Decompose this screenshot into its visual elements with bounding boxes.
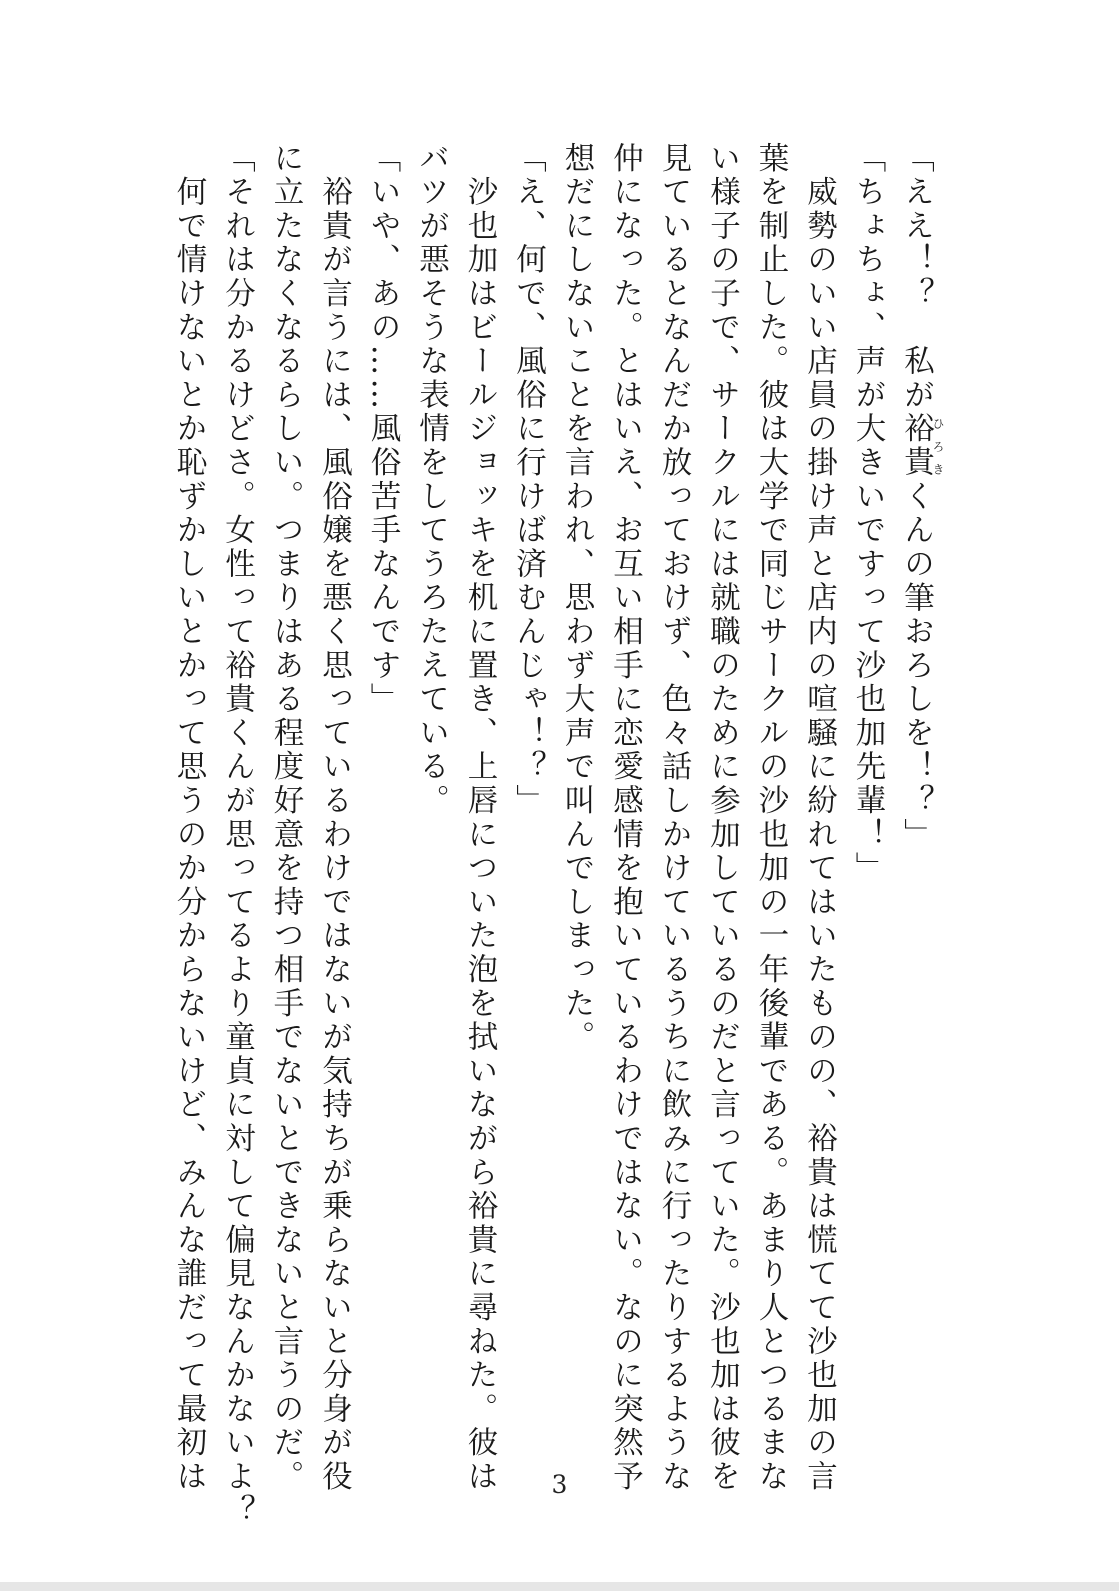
text-line: い様子の子で、サークルには就職のために参加しているのだと言っていた。沙也加は彼を (704, 142, 740, 1494)
text-line: 沙也加はビールジョッキを机に置き、上唇についた泡を拭いながら裕貴に尋ねた。彼は (462, 142, 497, 1494)
text-line: 想だにしないことを言われ、思わず大声で叫んでしまった。 (559, 142, 594, 1055)
page-number: 3 (551, 1470, 568, 1499)
text-line-segment: 「ええ！？ 私が (898, 142, 934, 413)
text-line: 見ているとなんだか放っておけず、色々話しかけているうちに飲みに行ったりするような (656, 142, 691, 1494)
text-line: に立たなくなるらしい。つまりはある程度好意を持つ相手でないとできないと言うのだ。 (268, 142, 303, 1494)
furigana-ruby (898, 412, 945, 481)
text-line: 「ちょちょ、声が大きいですって沙也加先輩！」 (850, 142, 885, 886)
ruby-reading: ひろき (931, 412, 945, 481)
text-line: 何で情けないとか恥ずかしいとかって思うのか分からないけど、みんな誰だって最初は (171, 142, 206, 1494)
ruby-base: 裕貴 (898, 412, 934, 481)
text-line-segment: くんの筆おろしを！？」 (898, 480, 934, 852)
text-line (891, 142, 944, 1462)
text-line: 「それは分かるけどさ。女性って裕貴くんが思ってるより童貞に対して偏見なんかないよ？ (219, 142, 255, 1528)
text-line: 「いや、あの……風俗苦手なんです」 (365, 142, 400, 717)
text-line: 「え、何で、風俗に行けば済むんじゃ！？」 (510, 142, 546, 818)
bottom-divider (0, 1582, 1119, 1591)
text-line: 威勢のいい店員の掛け声と店内の喧騒に紛れてはいたものの、裕貴は慌てて沙也加の言 (801, 142, 837, 1494)
text-line: 仲になった。とはいえ、お互い相手に恋愛感情を抱いているわけではない。なのに突然予 (607, 142, 643, 1494)
text-line: バツが悪そうな表情をしてうろたえている。 (413, 142, 449, 818)
text-line: 裕貴が言うには、風俗嬢を悪く思っているわけではないが気持ちが乗らないと分身が役 (316, 142, 352, 1494)
text-line: 葉を制止した。彼は大学で同じサークルの沙也加の一年後輩である。あまり人とつるまな (753, 142, 788, 1494)
body-text (164, 142, 945, 1528)
